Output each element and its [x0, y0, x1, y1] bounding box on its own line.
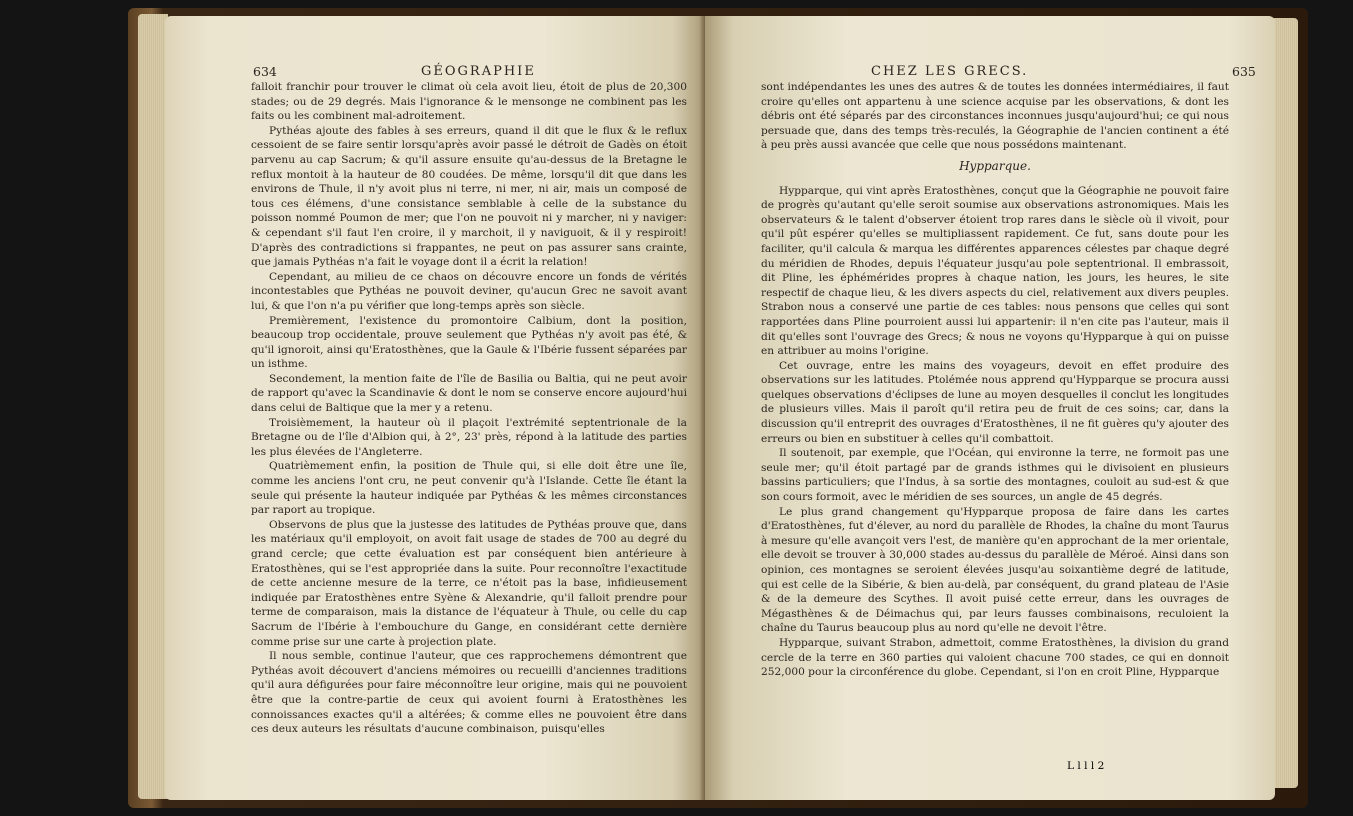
right-folio: 635	[1232, 64, 1256, 79]
left-running-head: GÉOGRAPHIE	[421, 64, 536, 79]
section-heading: Hypparque.	[959, 158, 1031, 173]
paragraph: Quatrièmement enfin, la position de Thule qui, si elle doit être une île, comme les anciens l'ont cru, ne peut convenir qu'à l'Islande. Cette île étant la seule qui présente la hauteur indiquée par Pythéas & les mêmes circonstances par raport au tropique.	[251, 460, 687, 517]
paragraph: Il soutenoit, par exemple, que l'Océan, qui environne la terre, ne formoit pas une seule mer; qu'il étoit partagé par de grands isthmes qui le divisoient en plusieurs bassins particuliers; que l'Indus, à sa sortie des montagnes, couloit au sud-est & que son cours formoit, avec le méridien de ses sources, un angle de 45 degrés.	[761, 447, 1229, 504]
right-page-edges	[1272, 18, 1298, 788]
right-page	[705, 16, 1275, 800]
paragraph: Hypparque, suivant Strabon, admettoit, comme Eratosthènes, la division du grand cercle de la terre en 360 parties qui valoient chacune 700 stades, ce qui en donnoit 252,000 pour la circonférence du globe. Cependant, si l'on en croit Pline, Hypparque	[761, 636, 1229, 679]
paragraph: Cet ouvrage, entre les mains des voyageurs, devoit en effet produire des observations sur les latitudes. Ptolémée nous apprend qu'Hypparque se procura aussi quelques observations d'éclipses de lune au moyen desquelles il conclut les longitudes de plusieurs villes. Mais il paroît qu'il retira peu de fruit de ces soins; car, dans la discussion qu'il entreprit des ouvrages d'Eratosthènes, il ne fit guères qu'y ajouter des erreurs ou bien en substituer à celles qu'il combattoit.	[761, 359, 1229, 445]
paragraph: Cependant, au milieu de ce chaos on découvre encore un fonds de vérités incontestables que Pythéas ne pouvoit deviner, qu'aucun Grec ne savoit avant lui, & que l'on n'a pu vérifier que long-temps après son siècle.	[251, 270, 687, 312]
left-body-text	[251, 80, 687, 737]
paragraph: Hypparque, qui vint après Eratosthènes, conçut que la Géographie ne pouvoit faire de progrès qu'autant qu'elle seroit soumise aux observations astronomiques. Mais les observateurs & le talent d'observer étoient trop rares dans le siècle où il vivoit, pour qu'il pût espérer qu'elles se multipliassent rapidement. Ce fut, sans doute pour les faciliter, qu'il calcula & marqua les différentes apparences célestes par chaque degré du méridien de Rhodes, depuis l'équateur jusqu'au pole septentrional. Il embrassoit, dit Pline, les éphémérides propres à chaque nation, les jours, les heures, le site respectif de chaque lieu, & les divers aspects du ciel, relativement aux divers peuples. Strabon nous a conservé une partie de ces tables: nous pensons que celles qui sont rapportées dans Pline pourroient aussi lui appartenir: il n'en cite pas l'auteur, mais il dit qu'elles sont l'ouvrage des Grecs; & nous ne voyons qu'Hypparque à qui on puisse en attribuer au moins l'origine.	[761, 184, 1229, 358]
left-page	[165, 16, 705, 800]
paragraph: falloit franchir pour trouver le climat où cela avoit lieu, étoit de plus de 20,300 stades; ou de 29 degrés. Mais l'ignorance & le mensonge ne combinent pas les faits ou les combinent mal-adroitement.	[251, 81, 687, 123]
left-page-edges	[138, 14, 168, 799]
left-folio: 634	[253, 64, 277, 79]
paragraph: Troisièmement, la hauteur où il plaçoit l'extrémité septentrionale de la Bretagne ou de l'île d'Albion qui, à 2°, 23' près, répond à la latitude des parties les plus élevées de l'Angleterre.	[251, 416, 687, 458]
right-running-head: CHEZ LES GRECS.	[871, 64, 1029, 79]
paragraph: Le plus grand changement qu'Hypparque proposa de faire dans les cartes d'Eratosthènes, fut d'élever, au nord du parallèle de Rhodes, la chaîne du mont Taurus à mesure qu'elle avançoit vers l'est, de manière qu'en approchant de la mer orientale, elle devoit se trouver à 30,000 stades au-dessus du parallèle de Méroé. Ainsi dans son opinion, ces montagnes se seroient élevées jusqu'au soixantième degré de latitude, qui est celle de la Sibérie, & bien au-delà, par conséquent, du grand plateau de l'Asie & de la demeure des Scythes. Il avoit puisé cette erreur, dans les ouvrages de Mégasthènes & de Déimachus qui, par leurs fausses combinaisons, reculoient la chaîne du Taurus beaucoup plus au nord qu'elle ne devoit l'être.	[761, 505, 1229, 635]
signature-mark: L l l l 2	[1067, 760, 1105, 772]
paragraph: Secondement, la mention faite de l'île de Basilia ou Baltia, qui ne peut avoir de rapport qu'avec la Scandinavie & dont le nom se conserve encore aujourd'hui dans celui de Baltique que la mer y a retenu.	[251, 372, 687, 415]
paragraph: Observons de plus que la justesse des latitudes de Pythéas prouve que, dans les matériaux qu'il employoit, on avoit fait usage de stades de 700 au degré du grand cercle; que cette évaluation est par conséquent bien antérieure à Eratosthènes, qui se l'est appropriée dans la suite. Pour reconnoître l'exactitude de cette ancienne mesure de la terre, ce n'étoit pas la base, infidieusement indiquée par Eratosthènes entre Syène & Alexandrie, qu'il falloit prendre pour terme de comparaison, mais la distance de l'équateur à Thule, ou celle du cap Sacrum de l'Ibérie à l'embouchure du Gange, en considérant cette dernière comme prise sur une carte à projection plate.	[251, 518, 687, 648]
paragraph: Il nous semble, continue l'auteur, que ces rapprochemens démontrent que Pythéas avoit découvert d'anciens mémoires ou recueilli d'anciennes traditions qu'il aura défigurées pour faire méconnoître leur origine, mais qui ne pouvoient être que la contre-partie de ceux qui avoient fourni à Eratosthènes les connoissances exactes qu'il a altérées; & comme elles ne pouvoient être dans ces deux auteurs les résultats d'aucune combinaison, puisqu'elles	[251, 650, 687, 736]
paragraph: Premièrement, l'existence du promontoire Calbium, dont la position, beaucoup trop occidentale, prouve seulement que Pythéas n'y avoit pas été, & qu'il ignoroit, ainsi qu'Eratosthènes, que la Gaule & l'Ibérie fussent séparées par un isthme.	[251, 314, 687, 371]
paragraph: Pythéas ajoute des fables à ses erreurs, quand il dit que le flux & le reflux cessoient de se faire sentir lorsqu'après avoir passé le détroit de Gadès on étoit parvenu au cap Sacrum; & qu'il assure ensuite qu'au-dessus de la Bretagne le reflux montoit à la hauteur de 80 coudées. De même, lorsqu'il dit que dans les environs de Thule, il n'y avoit plus ni terre, ni mer, ni air, mais un composé de tous ces élémens, d'une consistance semblable à celle de la substance du poisson nommé Poumon de mer; que l'on ne pouvoit ni y marcher, ni y naviger: & cependant s'il faut l'en croire, il y marchoit, il y naviguoit, & il y respiroit! D'après des contradictions si frappantes, ne peut on pas assurer sans crainte, que jamais Pythéas n'a fait le voyage dont il a écrit la relation!	[251, 124, 687, 269]
right-body-text	[761, 80, 1229, 680]
paragraph: sont indépendantes les unes des autres & de toutes les données intermédiaires, il faut croire qu'elles ont appartenu à une science acquise par les observations, & dont les débris ont été séparés par des circonstances inconnues jusqu'aujourd'hui; ce qui nous persuade que, dans des temps très-reculés, la Géographie de l'ancien continent a été à peu près aussi avancée que celle que nous possédons maintenant.	[761, 81, 1229, 152]
